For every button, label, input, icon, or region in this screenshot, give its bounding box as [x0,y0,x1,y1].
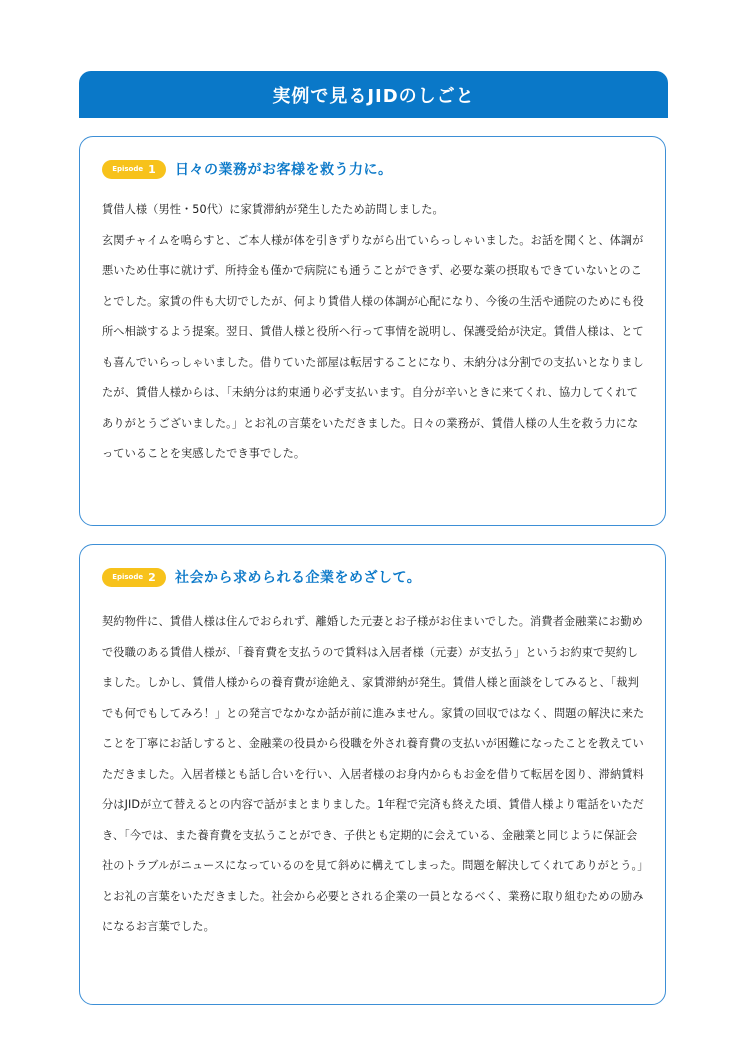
page-title: 実例で見るJIDのしごと [272,85,475,107]
page-header [79,71,668,118]
episode-paragraph: 契約物件に、賃借人様は住んでおられず、離婚した元妻とお子様がお住まいでした。消費者金融業にお勤めで役職のある賃借人様が、「養育費を支払うので賃料は入居者様（元妻）が支払う」というお約束で契約しました。しかし、賃借人様からの養育費が途絶え、家賃滞納が発生。賃借人様と面談をしてみると、「裁判でも何でもしてみろ！」との発言でなかなか話が前に進みません。家賃の回収ではなく、問題の解決に来たことを丁寧にお話しすると、金融業の役員から役職を外され養育費の支払いが困難になったことを教えていただきました。入居者様とも話し合いを行い、入居者様のお身内からもお金を借りて転居を図り、滞納賃料分はJIDが立て替えるとの内容で話がまとまりました。1年程で完済も終えた頃、賃借人様より電話をいただき、「今では、また養育費を支払うことができ、子供とも定期的に会えている、金融業と同じように保証会社のトラブルがニュースになっているのを見て斜めに構えてしまった。問題を解決してくれてありがとう。」とお礼の言葉をいただきました。社会から必要とされる企業の一員となるべく、業務に取り組むための励みになるお言葉でした。 [102,615,645,933]
episode-paragraph: 玄関チャイムを鳴らすと、ご本人様が体を引きずりながら出ていらっしゃいました。お話を聞くと、体調が悪いため仕事に就けず、所持金も僅かで病院にも通うことができず、必要な薬の摂取もできていないとのことでした。家賃の件も大切でしたが、何より賃借人様の体調が心配になり、今後の生活や通院のためにも役所へ相談するよう提案。翌日、賃借人様と役所へ行って事情を説明し、保護受給が決定。賃借人様は、とても喜んでいらっしゃいました。借りていた部屋は転居することになり、未納分は分割での支払いとなりましたが、賃借人様からは、「未納分は約束通り必ず支払います。自分が辛いときに来てくれ、協力してくれてありがとうございました。」とお礼の言葉をいただきました。日々の業務が、賃借人様の人生を救う力になっていることを実感したでき事でした。 [102,233,644,460]
episode-badge-number: 1 [148,162,156,176]
episode-body [102,195,647,470]
episode-title: 社会から求められる企業をめざして。 [175,570,422,586]
episode-badge [102,160,166,179]
episode-badge-number: 2 [148,570,156,584]
episode-badge [102,568,166,587]
episode-card-1 [79,136,666,526]
episode-body [102,607,647,943]
episode-badge-word: Episode [112,165,144,173]
episode-heading [102,159,393,179]
episode-paragraph: 賃借人様（男性・50代）に家賃滞納が発生したため訪問しました。 [102,203,444,216]
episode-heading [102,567,421,587]
episode-badge-word: Episode [112,573,144,581]
episode-card-2 [79,544,666,1005]
episode-title: 日々の業務がお客様を救う力に。 [175,162,393,178]
